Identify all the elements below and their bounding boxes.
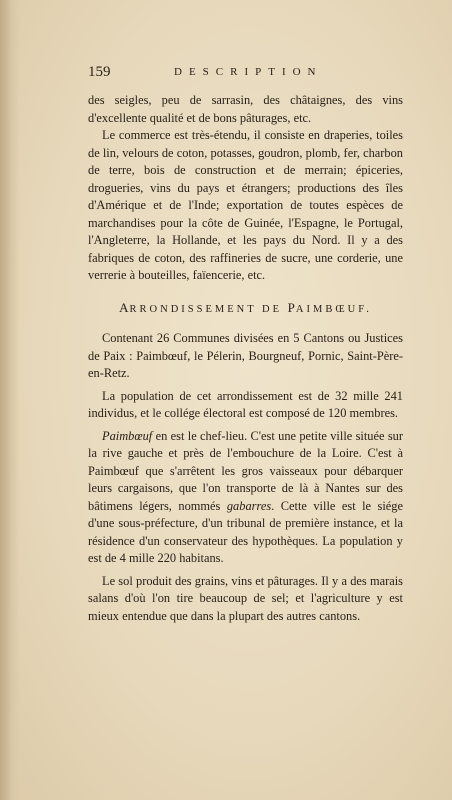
italic-paimboeuf: Paimbœuf	[102, 428, 153, 443]
paragraph-sol: Le sol produit des grains, vins et pâturages. Il y a des marais salans d'où l'on tire beaucoup de sel; et l'agriculture y est mieux entendue que dans la plupart des autres cantons.	[88, 573, 403, 623]
paragraph-commerce: Le commerce est très-étendu, il consiste en draperies, toiles de lin, velours de coton, potasses, goudron, plomb, fer, charbon de terre, bois de construction et de merrain; épiceries, drogueries, vins du pays et étrangers; productions des îles d'Amérique et de l'Inde; exportation de toutes espèces de marchandises pour la côte de Guinée, l'Espagne, le Portugal, l'Angleterre, la Hollande, et les pays du Nord. Il y a des fabriques de coton, des raffineries de sucre, une corderie, une verrerie à bouteilles, faïencerie, etc.	[88, 128, 403, 282]
paragraph-continuation: des seigles, peu de sarrasin, des châtaignes, des vins d'excellente qualité et de bons pâturages, etc.	[88, 93, 403, 125]
section-title-part-2: AIMBŒUF.	[295, 303, 372, 315]
section-title-initial: A	[119, 299, 130, 315]
section-title-part: RRONDISSEMENT DE	[129, 303, 288, 315]
page-number: 159	[88, 64, 111, 80]
running-head: DESCRIPTION	[174, 66, 323, 78]
paragraph-paimboeuf-text-a: en est le chef-lieu. C'est une petite ville située sur la rive gauche et près de l'embouchure de la Loire. C'est à Paimbœuf que s'arrêtent les gros vaisseaux pour débarquer leurs cargaisons, que l'on transporte de là à Nantes sur des bâtimens légers, nommés	[88, 428, 403, 513]
italic-gabarres: gabarres	[226, 498, 272, 513]
page-spine-shadow	[0, 0, 20, 800]
paragraph-population: La population de cet arrondissement est de 32 mille 241 individus, et le collége électoral est composé de 120 membres.	[88, 388, 403, 420]
paragraph-paimboeuf-text-b: . Cette ville est le siége d'une sous-préfecture, d'un tribunal de première instance, et la résidence d'un conservateur des hypothèques. La population y est de 4 mille 220 habitans.	[88, 498, 403, 565]
paragraph-paimboeuf	[88, 428, 403, 568]
page-header	[88, 64, 388, 84]
section-title	[88, 299, 403, 319]
paragraph-communes: Contenant 26 Communes divisées en 5 Cantons ou Justices de Paix : Paimbœuf, le Pélerin, Bourgneuf, Pornic, Saint-Père-en-Retz.	[88, 331, 403, 380]
section-title-initial-2: P	[287, 299, 296, 315]
body-text	[88, 92, 403, 625]
